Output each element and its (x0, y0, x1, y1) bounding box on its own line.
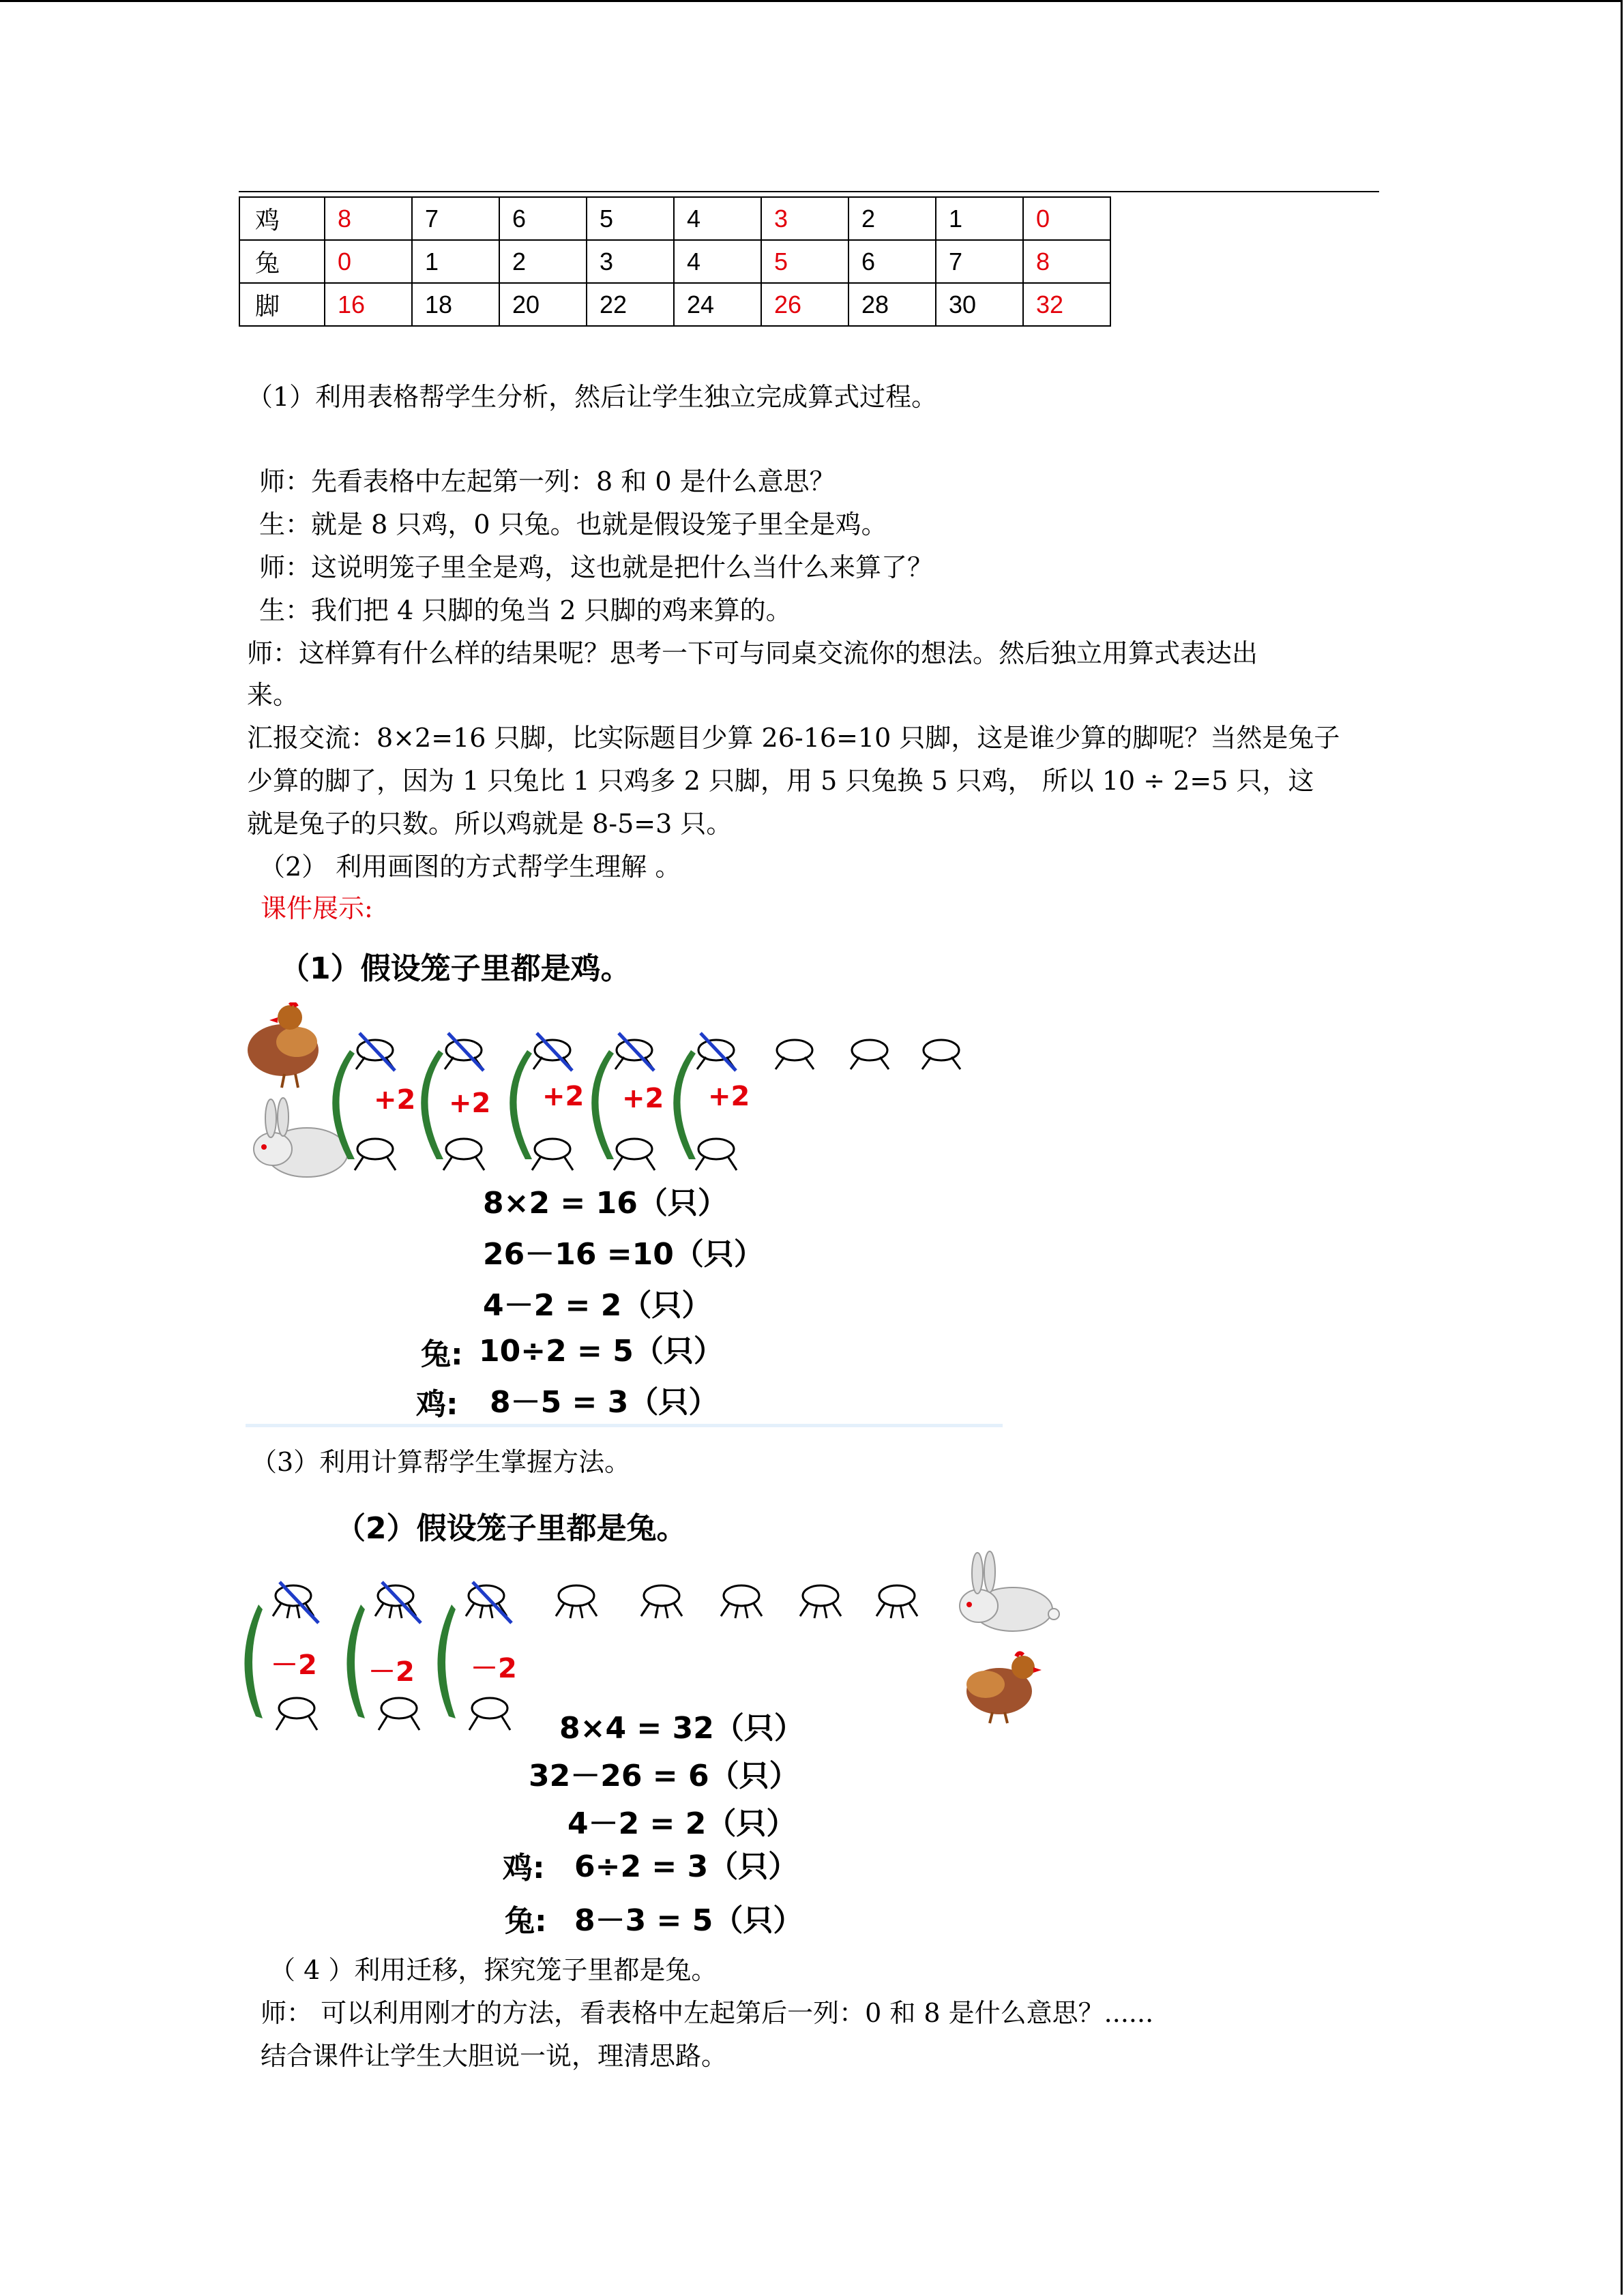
table-cell: 0 (1023, 197, 1110, 240)
table-cell: 22 (587, 283, 674, 326)
step-4-text: （ 4 ）利用迁移，探究笼子里都是兔。 (269, 1955, 718, 1985)
table-cell: 2 (848, 197, 936, 240)
equation-label: 鸡: (503, 1851, 545, 1885)
row-label: 兔 (239, 240, 325, 283)
minus-two-label: －2 (368, 1656, 415, 1688)
chicken-legs-icon (776, 1040, 960, 1069)
equation: 8－5 = 3（只） (490, 1385, 719, 1420)
table-cell: 3 (761, 197, 848, 240)
table-cell: 1 (412, 240, 499, 283)
table-cell: 24 (674, 283, 761, 326)
dialogue-line: 来。 (247, 680, 299, 710)
hen-icon (966, 1653, 1042, 1723)
table-cell: 7 (936, 240, 1023, 283)
table-cell: 32 (1023, 283, 1110, 326)
equation: 6÷2 = 3（只） (574, 1849, 799, 1884)
dialogue-line: 师： 可以利用刚才的方法，看表格中左起第后一列：0 和 8 是什么意思？...... (261, 1998, 1154, 2028)
dialogue-line: 师：这样算有什么样的结果呢？思考一下可与同桌交流你的想法。然后独立用算式表达出 (247, 638, 1258, 668)
dialogue-line: 师：这说明笼子里全是鸡，这也就是把什么当什么来算了？ (259, 552, 934, 582)
table-cell: 16 (325, 283, 412, 326)
table-cell: 5 (761, 240, 848, 283)
plus-two-label: +2 (708, 1081, 750, 1112)
header-rule (239, 191, 1379, 192)
step-2-text: （2） 利用画图的方式帮学生理解 。 (259, 852, 681, 882)
table-cell: 6 (499, 197, 587, 240)
report-line: 少算的脚了，因为 1 只兔比 1 只鸡多 2 只脚，用 5 只兔换 5 只鸡， 所以 10 ÷ 2=5 只，这 (247, 766, 1314, 796)
step-1-text: （1）利用表格帮学生分析，然后让学生独立完成算式过程。 (247, 382, 938, 412)
row-label: 鸡 (239, 197, 325, 240)
table-cell: 30 (936, 283, 1023, 326)
table-cell: 18 (412, 283, 499, 326)
table-row (239, 240, 1110, 283)
courseware-label: 课件展示: (261, 893, 373, 923)
hen-icon (248, 1003, 319, 1088)
figure-2-heading: （2）假设笼子里都是兔。 (336, 1511, 687, 1546)
table-cell: 4 (674, 240, 761, 283)
table-row (239, 283, 1110, 326)
table-cell: 0 (325, 240, 412, 283)
table-cell: 8 (1023, 240, 1110, 283)
plus-two-label: +2 (374, 1084, 416, 1116)
equation-label: 兔: (421, 1337, 463, 1372)
figure-divider (246, 1424, 1003, 1427)
equation-label: 兔: (505, 1904, 547, 1939)
report-line: 汇报交流：8×2=16 只脚，比实际题目少算 26-16=10 只脚，这是谁少算的脚呢？当然是兔子 (247, 723, 1340, 753)
plus-two-label: +2 (449, 1088, 491, 1119)
equation: 8×2 = 16（只） (483, 1186, 728, 1221)
plus-two-label: +2 (542, 1081, 585, 1112)
chicken-rabbit-table (239, 196, 1111, 327)
closing-line: 结合课件让学生大胆说一说，理清思路。 (261, 2041, 728, 2071)
table-cell: 1 (936, 197, 1023, 240)
table-cell: 5 (587, 197, 674, 240)
minus-two-label: －2 (471, 1653, 517, 1684)
report-line: 就是兔子的只数。所以鸡就是 8-5=3 只。 (247, 809, 733, 839)
dialogue-line: 生：我们把 4 只脚的兔当 2 只脚的鸡来算的。 (259, 595, 792, 625)
table-cell: 20 (499, 283, 587, 326)
table-cell: 2 (499, 240, 587, 283)
table-cell: 8 (325, 197, 412, 240)
table-cell: 28 (848, 283, 936, 326)
figure-1-illustration (242, 1002, 979, 1200)
equation: 4－2 = 2（只） (567, 1806, 797, 1841)
table-row (239, 197, 1110, 240)
rabbit-icon (960, 1551, 1059, 1631)
minus-two-label: －2 (271, 1650, 317, 1681)
equation: 32－26 = 6（只） (529, 1759, 799, 1793)
equation: 8×4 = 32（只） (559, 1711, 804, 1746)
rabbit-legs-icon (556, 1585, 917, 1618)
table-cell: 6 (848, 240, 936, 283)
table-cell: 4 (674, 197, 761, 240)
plus-two-label: +2 (622, 1083, 664, 1114)
table-cell: 3 (587, 240, 674, 283)
step-3-text: （3）利用计算帮学生掌握方法。 (251, 1447, 631, 1477)
equation-label: 鸡: (416, 1387, 458, 1422)
table-cell: 26 (761, 283, 848, 326)
dialogue-line: 生：就是 8 只鸡，0 只兔。也就是假设笼子里全是鸡。 (259, 509, 887, 539)
equation: 10÷2 = 5（只） (479, 1334, 724, 1369)
equation: 4－2 = 2（只） (483, 1288, 712, 1323)
figure-1-heading: （1）假设笼子里都是鸡。 (280, 951, 631, 986)
equation: 8－3 = 5（只） (574, 1903, 803, 1938)
row-label: 脚 (239, 283, 325, 326)
equation: 26－16 =10（只） (483, 1237, 764, 1272)
table-cell: 7 (412, 197, 499, 240)
dialogue-line: 师：先看表格中左起第一列：8 和 0 是什么意思？ (259, 466, 836, 496)
